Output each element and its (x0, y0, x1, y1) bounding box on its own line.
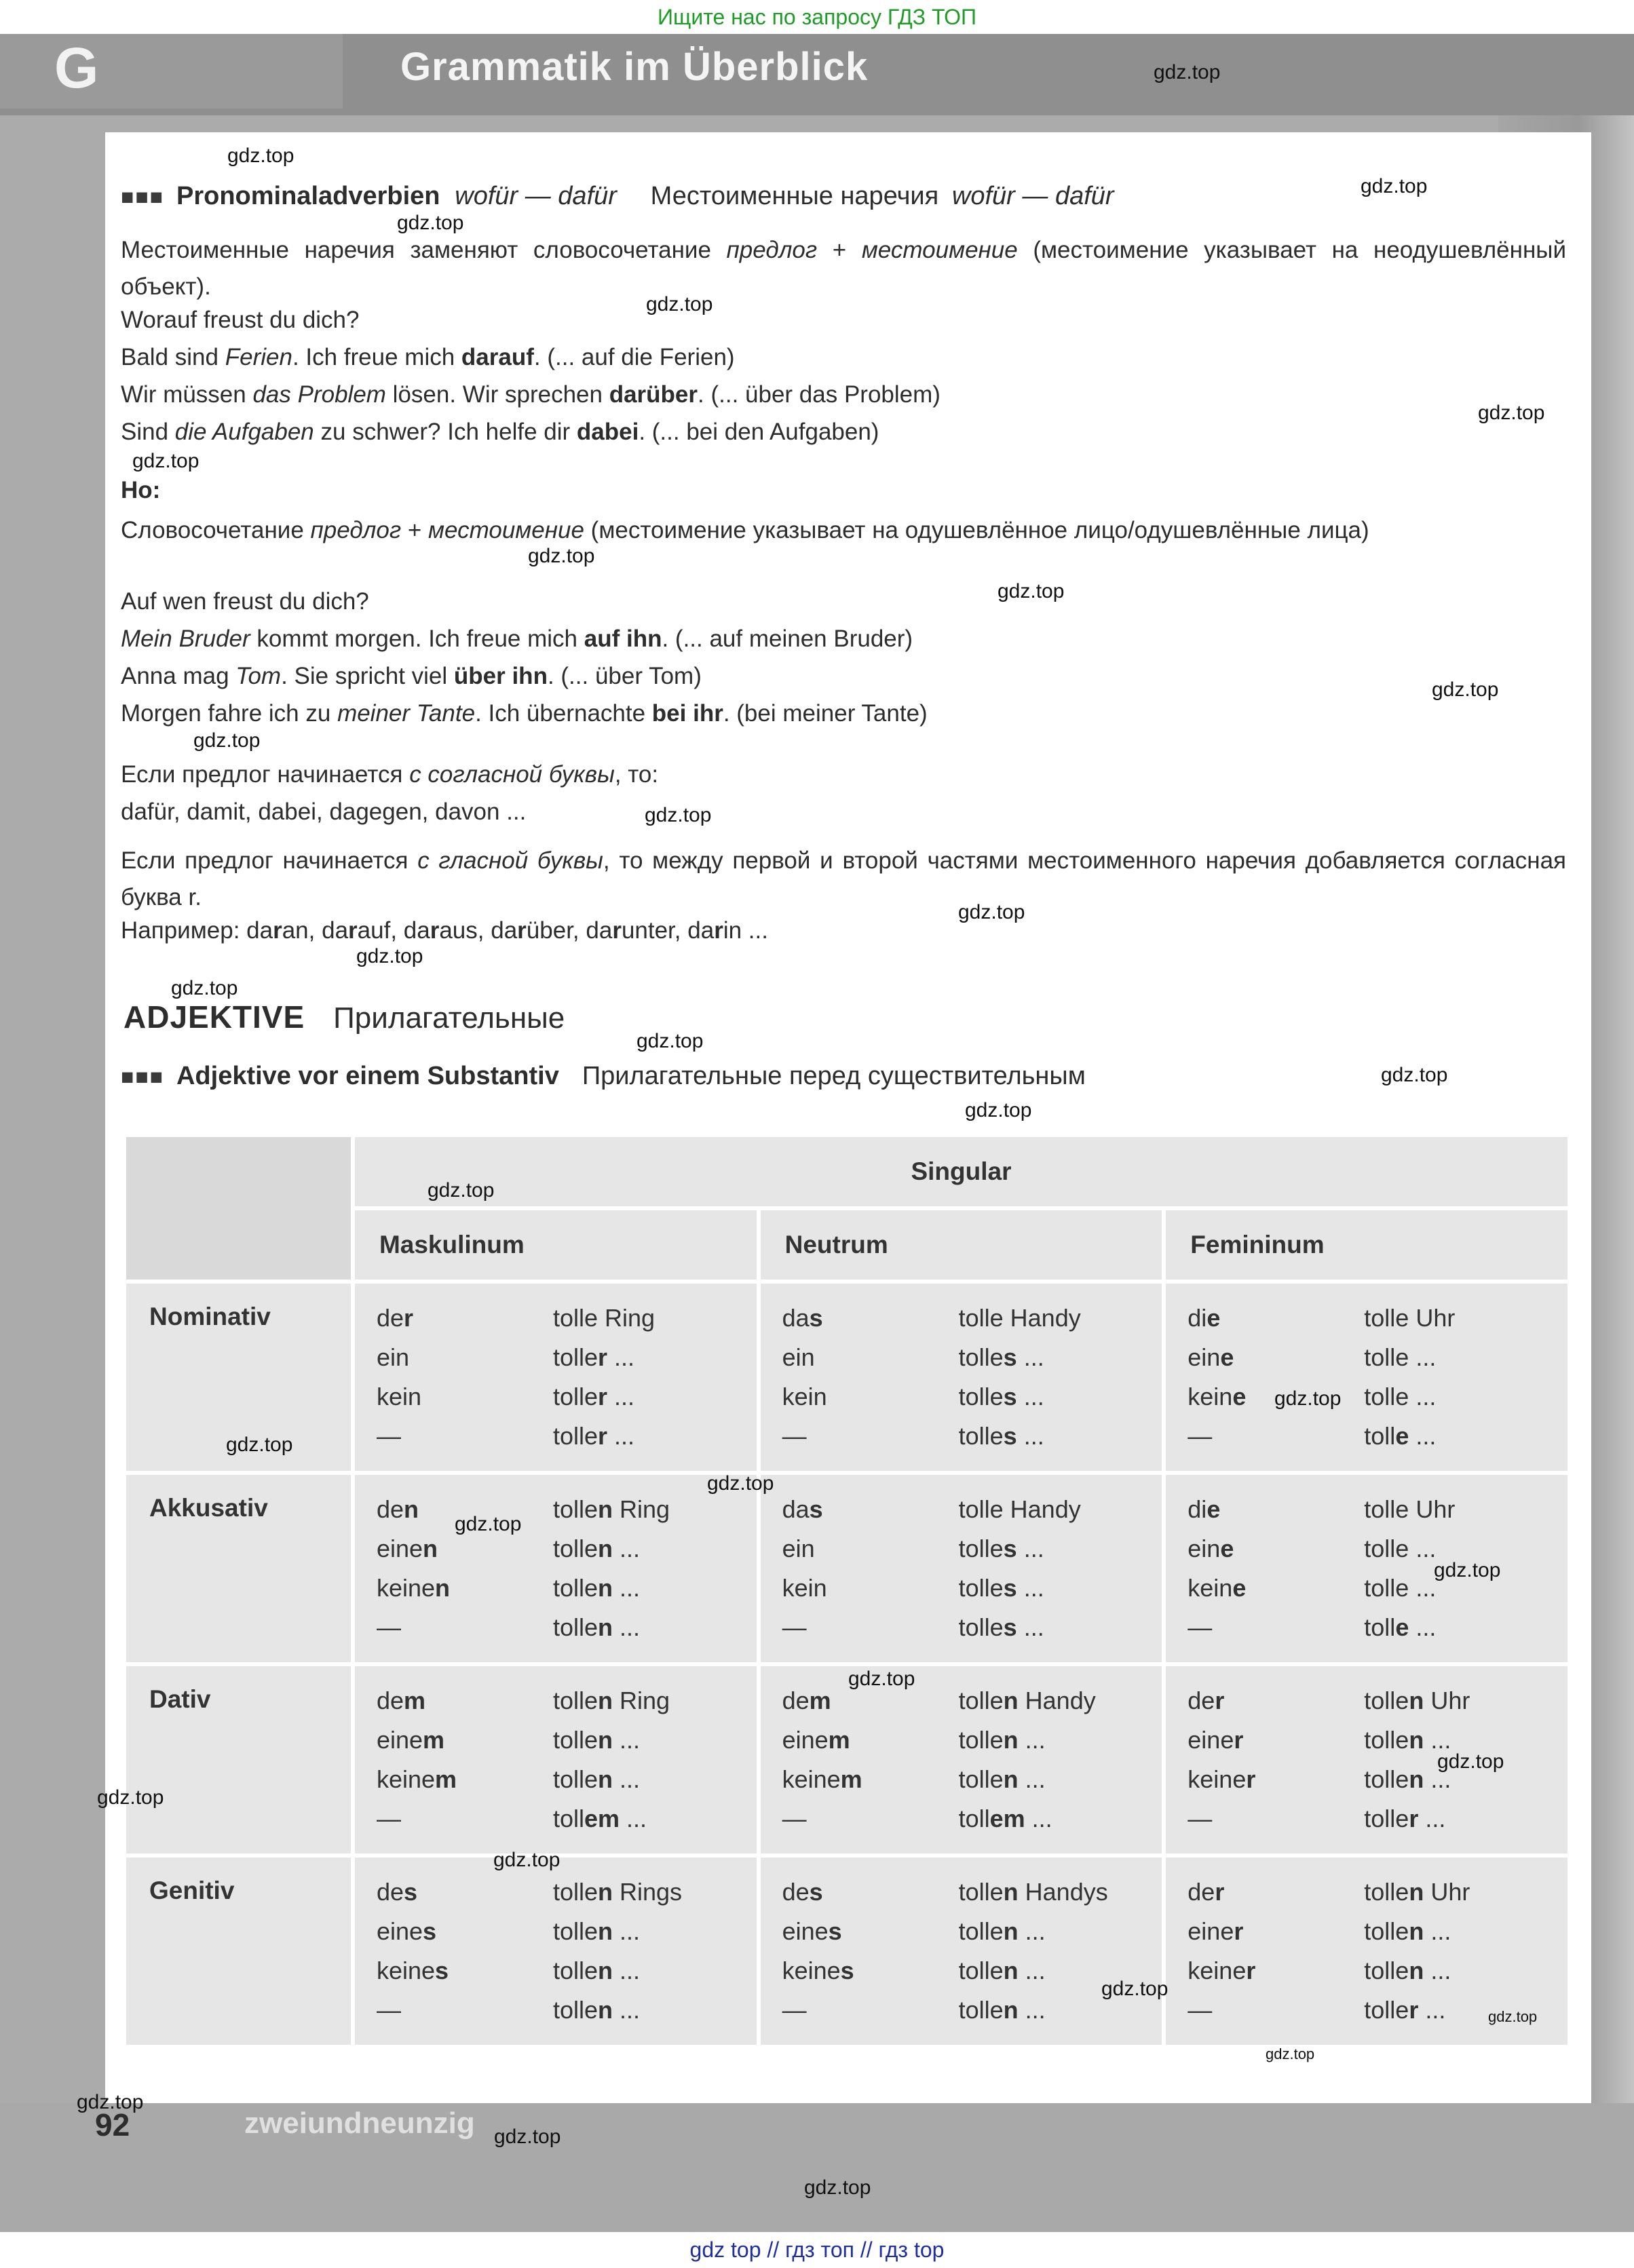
article: — (1188, 1422, 1213, 1450)
watermark: gdz.top (1437, 1750, 1504, 1773)
example-word: darauf (322, 917, 391, 944)
case-label: Genitiv (126, 1858, 351, 2045)
article: das (782, 1495, 823, 1524)
watermark: gdz.top (998, 580, 1065, 602)
table-row (126, 1666, 1568, 1853)
declension-line (782, 1417, 1162, 1456)
heading-squares: ■■■ (121, 185, 164, 209)
example-list: Например: daran, darauf, daraus, darüber, darunter, darin ... (121, 917, 768, 944)
article: keinen (376, 1574, 450, 1602)
watermark: gdz.top (646, 293, 713, 315)
declension-cell (761, 1284, 1162, 1471)
adjective-noun: tolle ... (1364, 1535, 1437, 1563)
bottom-banner[interactable]: gdz top // гдз топ // гдз top (0, 2232, 1634, 2268)
article: — (782, 1996, 807, 2024)
article: keines (376, 1957, 449, 1985)
header-tab (0, 34, 343, 109)
watermark: gdz.top (428, 1179, 495, 1202)
section-heading-adjektive: ADJEKTIVE Прилагательные (124, 999, 565, 1035)
table-row (126, 1475, 1568, 1662)
declension-line (1188, 1299, 1568, 1338)
declension-cell (761, 1475, 1162, 1662)
watermark: gdz.top (1488, 2008, 1538, 2025)
declension-table (122, 1133, 1572, 2049)
declension-line (1188, 1417, 1568, 1456)
declension-cell (355, 1284, 757, 1471)
article: keines (782, 1957, 854, 1985)
declension-line (377, 1799, 757, 1839)
watermark: gdz.top (132, 450, 200, 472)
declension-line (377, 1681, 757, 1721)
watermark: gdz.top (636, 1030, 704, 1052)
declension-line (1188, 1490, 1568, 1529)
adjective-noun: tolles ... (958, 1574, 1044, 1602)
watermark: gdz.top (397, 212, 464, 234)
adjective-noun: tollen ... (552, 1574, 640, 1602)
declension-line (782, 1608, 1162, 1647)
article: — (782, 1422, 807, 1450)
declension-line (377, 1721, 757, 1760)
top-banner[interactable]: Ищите нас по запросу ГДЗ ТОП (0, 0, 1634, 34)
declension-cell (1166, 1475, 1568, 1662)
article: keiner (1188, 1765, 1256, 1794)
adjective-noun: tolle ... (1364, 1422, 1437, 1450)
table-header-row (126, 1137, 1568, 1206)
adjective-noun: tolle Handy (958, 1304, 1081, 1332)
page-title: Grammatik im Überblick (400, 45, 869, 89)
article: keinem (782, 1765, 862, 1794)
article: einen (376, 1535, 438, 1563)
adjective-noun: tolles ... (958, 1613, 1044, 1642)
article: der (1188, 1687, 1225, 1715)
declension-cell (761, 1666, 1162, 1853)
declension-line (377, 1417, 757, 1456)
adjective-noun: tollen Ring (552, 1687, 670, 1715)
adjective-noun: tollen Uhr (1364, 1878, 1470, 1906)
adjective-noun: tolle Uhr (1364, 1495, 1456, 1524)
adjective-noun: toller ... (552, 1343, 635, 1372)
gender-maskulinum: Maskulinum (355, 1210, 757, 1280)
article: einer (1188, 1726, 1244, 1754)
declension-line (782, 1799, 1162, 1839)
adjective-noun: tollen ... (958, 1726, 1046, 1754)
declension-cell (1166, 1284, 1568, 1471)
chapter-letter: G (54, 36, 99, 100)
article: die (1188, 1304, 1221, 1332)
case-label: Nominativ (126, 1284, 351, 1471)
article: kein (376, 1383, 421, 1411)
table-row (126, 1858, 1568, 2045)
watermark: gdz.top (494, 2126, 561, 2148)
adjective-noun: tolle ... (1364, 1574, 1437, 1602)
article: dem (376, 1687, 425, 1715)
watermark: gdz.top (356, 945, 423, 967)
subsection-heading-adjektive: ■■■ Adjektive vor einem Substantiv Прилагательные перед существительным (121, 1062, 1086, 1090)
watermark: gdz.top (965, 1099, 1032, 1121)
watermark: gdz.top (1432, 678, 1499, 701)
watermark: gdz.top (77, 2091, 144, 2113)
adjective-noun: tolles ... (958, 1383, 1044, 1411)
example-word: daran (246, 917, 309, 944)
adjective-noun: tollen Rings (552, 1878, 683, 1906)
article: — (1188, 1805, 1213, 1833)
question-1: Worauf freust du dich? (121, 307, 360, 333)
adjective-noun: tollen Handys (958, 1878, 1108, 1906)
watermark: gdz.top (1434, 1559, 1501, 1581)
watermark: gdz.top (1274, 1387, 1342, 1410)
declension-line (782, 1872, 1162, 1912)
example-4: Mein Bruder kommt morgen. Ich freue mich auf ihn. (... auf meinen Bruder) (121, 626, 913, 652)
adjective-noun: toller ... (552, 1422, 635, 1450)
but-label: Но: (121, 477, 161, 503)
example-6: Morgen fahre ich zu meiner Tante. Ich übernachte bei ihr. (bei meiner Tante) (121, 700, 928, 727)
article: das (782, 1304, 823, 1332)
consonant-rule: Если предлог начинается с согласной буквы, то: (121, 761, 659, 788)
adjective-noun: tolle ... (1364, 1343, 1437, 1372)
watermark: gdz.top (227, 145, 294, 167)
adjective-noun: tollen ... (958, 1917, 1046, 1946)
singular-header: Singular (355, 1137, 1568, 1206)
declension-line (377, 1912, 757, 1951)
case-label: Akkusativ (126, 1475, 351, 1662)
declension-line (377, 1338, 757, 1377)
example-word: darin ... (687, 917, 768, 944)
article: der (1188, 1878, 1225, 1906)
article: eine (1188, 1535, 1234, 1563)
adjective-noun: tolle ... (1364, 1383, 1437, 1411)
declension-line (377, 1569, 757, 1608)
declension-line (782, 1569, 1162, 1608)
adjective-noun: tollen ... (552, 1917, 640, 1946)
adjective-noun: tollen Ring (552, 1495, 670, 1524)
watermark: gdz.top (707, 1472, 774, 1495)
watermark: gdz.top (645, 804, 712, 826)
watermark: gdz.top (1361, 175, 1428, 197)
adjective-noun: tolle Ring (552, 1304, 656, 1332)
declension-line (1188, 1760, 1568, 1799)
declension-line (1188, 1608, 1568, 1647)
article: ein (376, 1343, 409, 1372)
adjective-noun: tolle ... (1364, 1613, 1437, 1642)
declension-line (377, 1608, 757, 1647)
article: — (376, 1422, 401, 1450)
article: eines (782, 1917, 842, 1946)
gender-neutrum: Neutrum (761, 1210, 1162, 1280)
adjective-noun: tollen ... (958, 1765, 1046, 1794)
vowel-rule: Если предлог начинается с гласной буквы, то между первой и второй частями местоименного наречия добавляется согласная буква r. (121, 847, 1566, 910)
article: — (1188, 1613, 1213, 1642)
adjective-noun: toller ... (1364, 1996, 1446, 2024)
adjective-noun: tollen ... (552, 1957, 640, 1985)
adjective-noun: tollen ... (958, 1996, 1046, 2024)
article: einem (376, 1726, 445, 1754)
watermark: gdz.top (171, 977, 238, 999)
example-word: darüber (491, 917, 573, 944)
page-number: 92 (95, 2107, 130, 2142)
adjective-noun: tollem ... (958, 1805, 1052, 1833)
adjective-noun: tollen ... (958, 1957, 1046, 1985)
declension-line (377, 1529, 757, 1569)
article: keine (1188, 1383, 1247, 1411)
article: des (376, 1878, 418, 1906)
declension-line (377, 1872, 757, 1912)
declension-line (377, 1490, 757, 1529)
article: eines (376, 1917, 437, 1946)
example-word: daraus (403, 917, 478, 944)
declension-cell (355, 1475, 757, 1662)
adjective-noun: tollem ... (552, 1805, 647, 1833)
watermark: gdz.top (193, 729, 261, 752)
declension-line (1188, 1912, 1568, 1951)
watermark: gdz.top (226, 1434, 293, 1456)
adjective-noun: toller ... (552, 1383, 635, 1411)
consonant-list: dafür, damit, dabei, dagegen, davon ... (121, 799, 527, 825)
example-1: Bald sind Ferien. Ich freue mich darauf. (... auf die Ferien) (121, 344, 735, 370)
article: — (376, 1613, 401, 1642)
declension-line (782, 1681, 1162, 1721)
example-2: Wir müssen das Problem lösen. Wir sprechen darüber. (... über das Problem) (121, 381, 940, 408)
article: kein (782, 1574, 827, 1602)
page-number-word: zweiundneunzig (244, 2107, 475, 2140)
adjective-noun: tollen ... (552, 1765, 640, 1794)
declension-line (782, 1377, 1162, 1417)
declension-line (1188, 1338, 1568, 1377)
article: kein (782, 1383, 827, 1411)
declension-line (377, 1760, 757, 1799)
watermark: gdz.top (1154, 61, 1221, 83)
article: keiner (1188, 1957, 1256, 1985)
watermark: gdz.top (1381, 1064, 1448, 1086)
adjective-noun: tollen ... (552, 1535, 640, 1563)
article: dem (782, 1687, 831, 1715)
adjective-noun: tolles ... (958, 1422, 1044, 1450)
example-3: Sind die Aufgaben zu schwer? Ich helfe dir dabei. (... bei den Aufgaben) (121, 419, 879, 445)
watermark: gdz.top (493, 1849, 560, 1871)
declension-line (377, 1377, 757, 1417)
declension-line (782, 1529, 1162, 1569)
article: einem (782, 1726, 850, 1754)
adjective-noun: tolles ... (958, 1343, 1044, 1372)
table-row (126, 1284, 1568, 1471)
declension-cell (355, 1858, 757, 2045)
article: — (376, 1805, 401, 1833)
article: eine (1188, 1343, 1234, 1372)
declension-line (377, 1299, 757, 1338)
adjective-noun: tolles ... (958, 1535, 1044, 1563)
declension-line (1188, 1799, 1568, 1839)
article: einer (1188, 1917, 1244, 1946)
watermark: gdz.top (1101, 1978, 1168, 2000)
example-word: darunter (586, 917, 674, 944)
article: — (1188, 1996, 1213, 2024)
adjective-noun: tollen ... (552, 1726, 640, 1754)
adjective-noun: toller ... (1364, 1805, 1446, 1833)
article: keinem (376, 1765, 457, 1794)
declension-line (1188, 1529, 1568, 1569)
header-bar (0, 34, 1634, 115)
watermark: gdz.top (848, 1668, 915, 1690)
watermark: gdz.top (958, 901, 1025, 923)
article: keine (1188, 1574, 1247, 1602)
article: — (782, 1805, 807, 1833)
adjective-noun: tolle Uhr (1364, 1304, 1456, 1332)
gender-femininum: Femininum (1166, 1210, 1568, 1280)
adjective-noun: tollen ... (1364, 1726, 1451, 1754)
article: der (376, 1304, 413, 1332)
watermark: gdz.top (455, 1513, 522, 1535)
watermark: gdz.top (97, 1786, 164, 1809)
adjective-noun: tollen Handy (958, 1687, 1096, 1715)
adjective-noun: tollen ... (1364, 1957, 1451, 1985)
adjective-noun: tollen Uhr (1364, 1687, 1470, 1715)
declension-line (1188, 1681, 1568, 1721)
watermark: gdz.top (804, 2176, 871, 2199)
example-5: Anna mag Tom. Sie spricht viel über ihn. (... über Tom) (121, 663, 702, 689)
article: die (1188, 1495, 1221, 1524)
article: ein (782, 1535, 815, 1563)
section-heading-pronominal: ■■■ Pronominaladverbien wofür — dafür Местоименные наречия wofür — dafür (121, 182, 1114, 210)
article: des (782, 1878, 823, 1906)
adjective-noun: tollen ... (1364, 1917, 1451, 1946)
intro-paragraph: Местоименные наречия заменяют словосочетание предлог + местоимение (местоимение указывает на неодушевлённый объект). (121, 237, 1567, 300)
adjective-noun: tollen ... (552, 1613, 640, 1642)
declension-line (782, 1721, 1162, 1760)
declension-line (782, 1338, 1162, 1377)
adjective-noun: tolle Handy (958, 1495, 1081, 1524)
declension-line (782, 1299, 1162, 1338)
question-2: Auf wen freust du dich? (121, 588, 369, 615)
declension-cell (761, 1858, 1162, 2045)
but-paragraph: Словосочетание предлог + местоимение (местоимение указывает на одушевлённое лицо/одушевлённые лица) (121, 517, 1369, 543)
watermark: gdz.top (1266, 2045, 1315, 2062)
declension-line (782, 1912, 1162, 1951)
article: den (376, 1495, 419, 1524)
watermark: gdz.top (1478, 402, 1545, 424)
declension-line (377, 1951, 757, 1991)
declension-line (782, 1760, 1162, 1799)
table-corner (126, 1137, 351, 1280)
declension-line (1188, 1569, 1568, 1608)
declension-line (1188, 1721, 1568, 1760)
adjective-noun: tollen ... (1364, 1765, 1451, 1794)
declension-line (782, 1490, 1162, 1529)
article: ein (782, 1343, 815, 1372)
article: — (376, 1996, 401, 2024)
declension-line (1188, 1872, 1568, 1912)
declension-line (1188, 1377, 1568, 1417)
declension-cell (355, 1666, 757, 1853)
case-label: Dativ (126, 1666, 351, 1853)
declension-line (377, 1991, 757, 2030)
article: — (782, 1613, 807, 1642)
watermark: gdz.top (528, 545, 595, 567)
adjective-noun: tollen ... (552, 1996, 640, 2024)
declension-line (1188, 1951, 1568, 1991)
declension-cell (1166, 1666, 1568, 1853)
